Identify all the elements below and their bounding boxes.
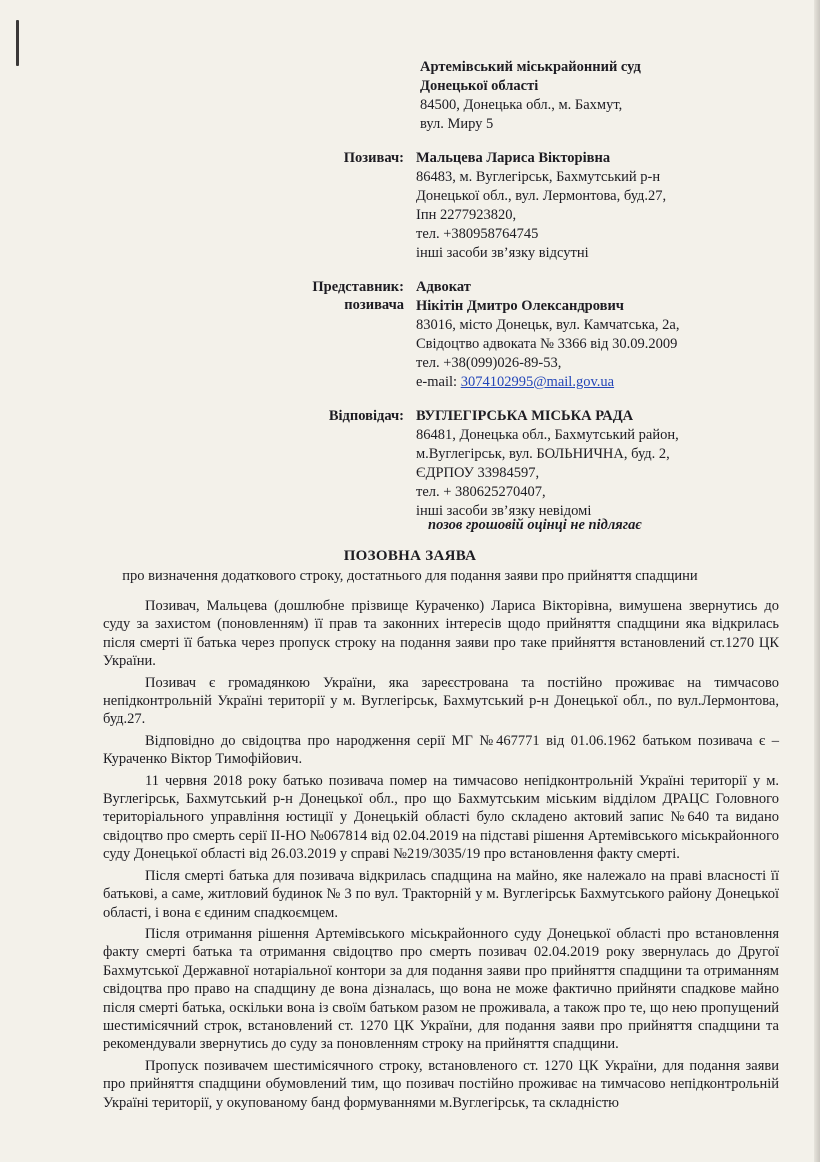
document-body bbox=[103, 597, 779, 1115]
representative-line: тел. +38(099)026-89-53, bbox=[416, 355, 562, 371]
body-paragraph: Пропуск позивачем шестимісячного строку, встановленого ст. 1270 ЦК України, для подання заяви про прийняття спадщини обумовлений тим, що позивач постійно проживає на тимчасово непідконтрольній Україні території, у окупованому банд формуваннями м.Вуглегірськ, та складністю bbox=[103, 1057, 779, 1111]
representative-role: Представник: bbox=[312, 279, 404, 295]
valuation-note: позов грошовій оцінці не підлягає bbox=[428, 517, 642, 533]
court-street: вул. Миру 5 bbox=[420, 116, 494, 132]
document-subtitle: про визначення додаткового строку, достатнього для подання заяви про прийняття спадщини bbox=[122, 568, 698, 584]
defendant-line: м.Вуглегірськ, вул. БОЛЬНИЧНА, буд. 2, bbox=[416, 446, 670, 462]
representative-line: 83016, місто Донецьк, вул. Камчатська, 2а, bbox=[416, 317, 680, 333]
defendant-line: інші засоби зв’язку невідомі bbox=[416, 503, 592, 519]
representative-name: Нікітін Дмитро Олександрович bbox=[416, 298, 624, 314]
representative-block bbox=[0, 278, 820, 392]
plaintiff-line: Іпн 2277923820, bbox=[416, 207, 517, 223]
body-paragraph: Відповідно до свідоцтва про народження серії МГ №467771 від 01.06.1962 батьком позивача є – Кураченко Віктор Тимофійович. bbox=[103, 732, 779, 768]
email-prefix: e-mail: bbox=[416, 374, 461, 390]
plaintiff-name: Мальцева Лариса Вікторівна bbox=[416, 150, 611, 166]
defendant-line: тел. + 380625270407, bbox=[416, 484, 546, 500]
plaintiff-line: інші засоби зв’язку відсутні bbox=[416, 245, 589, 261]
defendant-role: Відповідач: bbox=[328, 408, 404, 424]
plaintiff-block bbox=[0, 149, 820, 263]
representative-email-line bbox=[416, 373, 716, 392]
body-paragraph: Після смерті батька для позивача відкрилась спадщина на майно, яке належало на праві власності її батькові, а саме, житловий будинок № 3 по вул. Тракторній у м. Вуглегірськ Бахмутського району Донецької області, і вона є єдиним спадкоємцем. bbox=[103, 867, 779, 921]
plaintiff-line: 86483, м. Вуглегірськ, Бахмутський р-н bbox=[416, 169, 661, 185]
defendant-block bbox=[0, 407, 820, 521]
body-paragraph: Позивач, Мальцева (дошлюбне прізвище Кураченко) Лариса Вікторівна, вимушена звернутись до суду за захистом (поновленням) її прав та законних інтересів щодо прийняття спадщини яка відкрилась після смерті її батька через пропуск строку на подання заяви про таке прийняття встановлений ст.1270 ЦК України. bbox=[103, 598, 779, 670]
representative-title: Адвокат bbox=[416, 279, 471, 295]
body-paragraph: 11 червня 2018 року батько позивача помер на тимчасово непідконтрольній Україні території у м. Вуглегірськ, Бахмутський р-н Донецької обл., про що Бахмутським міським відділом ДРАЦС Головного територіального управління юстиції у Донецькій області було складено актовий запис №640 та видано свідоцтво про смерть серії ІІ-НО №067814 від 02.04.2019 на підставі рішення Артемівського міськрайонного суду Донецької області від 26.03.2019 у справі №219/3035/19 про встановлення факту смерті. bbox=[103, 772, 779, 863]
body-paragraph: Після отримання рішення Артемівського міськрайонного суду Донецької області про встановлення факту смерті батька та отримання свідоцтво про смерть позивач 02.04.2019 року звернулась до Другої Бахмутської Державної нотаріальної контори за для подання заяви про прийняття спадщини та отриманням свідоцтва про право на спадщину де вона дізналась, що вона не може фактично прийняти спадкове майно після смерті батька, оскільки вона із своїм батьком разом не проживала, а також про те, що нею пропущений шестимісячний строк, встановлений ст. 1270 ЦК України, для подання заяви про прийняття спадщини та рекомендували звернутись до суду за поновленням строку на прийняття спадщини. bbox=[103, 925, 779, 1053]
representative-line: Свідоцтво адвоката № 3366 від 30.09.2009 bbox=[416, 336, 678, 352]
email-link[interactable]: 3074102995@mail.gov.ua bbox=[460, 374, 615, 390]
court-block bbox=[0, 58, 820, 134]
plaintiff-line: тел. +380958764745 bbox=[416, 226, 539, 242]
document-title: ПОЗОВНА ЗАЯВА bbox=[343, 548, 477, 564]
plaintiff-line: Донецької обл., вул. Лермонтова, буд.27, bbox=[416, 188, 667, 204]
court-address: 84500, Донецька обл., м. Бахмут, bbox=[420, 97, 623, 113]
plaintiff-role: Позивач: bbox=[343, 150, 404, 166]
defendant-name: ВУГЛЕГІРСЬКА МІСЬКА РАДА bbox=[416, 408, 634, 424]
body-paragraph: Позивач є громадянкою України, яка зареєстрована та постійно проживає на тимчасово непідконтрольній Україні території у м. Вуглегірськ, Бахмутський р-н Донецької обл., по вул.Лермонтова, буд.27. bbox=[103, 674, 779, 728]
defendant-line: ЄДРПОУ 33984597, bbox=[416, 465, 540, 481]
document-header bbox=[0, 58, 820, 536]
representative-role-2: позивача bbox=[344, 297, 404, 313]
court-name: Артемівський міськрайонний суд bbox=[420, 59, 641, 75]
defendant-line: 86481, Донецька обл., Бахмутський район, bbox=[416, 427, 679, 443]
court-region: Донецької області bbox=[420, 78, 539, 94]
